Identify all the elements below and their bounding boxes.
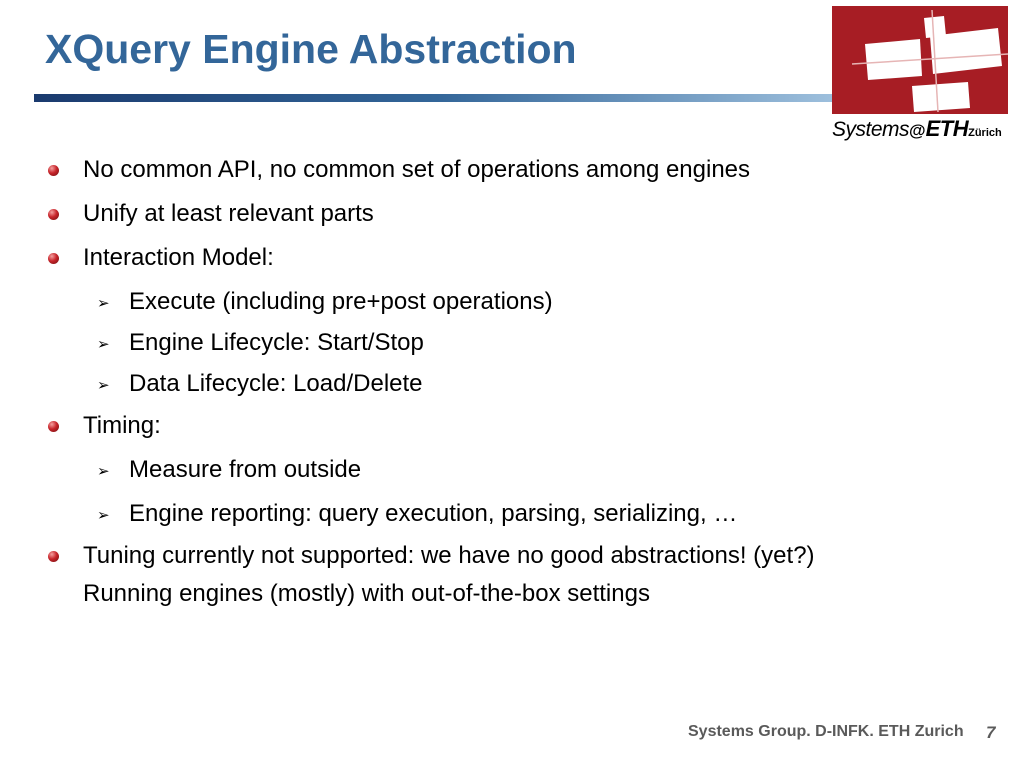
logo-systems-text: Systems — [832, 118, 910, 141]
bullet-item: Tuning currently not supported: we have no good abstractions! (yet?) — [83, 542, 815, 569]
footer-text: Systems Group. D-INFK. ETH Zurich — [688, 723, 964, 740]
bullet-item: Interaction Model: — [83, 244, 274, 271]
bullet-icon — [48, 165, 59, 176]
arrow-bullet-icon: ➢ — [97, 507, 110, 524]
arrow-bullet-icon: ➢ — [97, 377, 110, 394]
logo-at-text: @ — [909, 121, 926, 140]
bullet-item-continuation: Running engines (mostly) with out-of-the-box settings — [83, 580, 650, 607]
sub-bullet-item: Measure from outside — [129, 456, 362, 483]
bullet-item: Timing: — [83, 412, 161, 439]
bullet-icon — [48, 551, 59, 562]
arrow-bullet-icon: ➢ — [97, 463, 110, 480]
bullet-item: Unify at least relevant parts — [83, 200, 374, 227]
logo-eth-text: ETH — [925, 116, 969, 141]
sub-bullet-item: Engine Lifecycle: Start/Stop — [129, 329, 424, 356]
sub-bullet-item: Execute (including pre+post operations) — [129, 288, 553, 315]
bullet-icon — [48, 253, 59, 264]
arrow-bullet-icon: ➢ — [97, 295, 110, 312]
slide-title: XQuery Engine Abstraction — [45, 26, 577, 72]
bullet-item: No common API, no common set of operations among engines — [83, 156, 751, 183]
logo-zurich-text: Zürich — [968, 127, 1002, 139]
page-number: 7 — [986, 723, 996, 742]
bullet-icon — [48, 421, 59, 432]
arrow-bullet-icon: ➢ — [97, 336, 110, 353]
sub-bullet-item: Data Lifecycle: Load/Delete — [129, 370, 423, 397]
bullet-icon — [48, 209, 59, 220]
sub-bullet-item: Engine reporting: query execution, parsing, serializing, … — [129, 500, 738, 527]
